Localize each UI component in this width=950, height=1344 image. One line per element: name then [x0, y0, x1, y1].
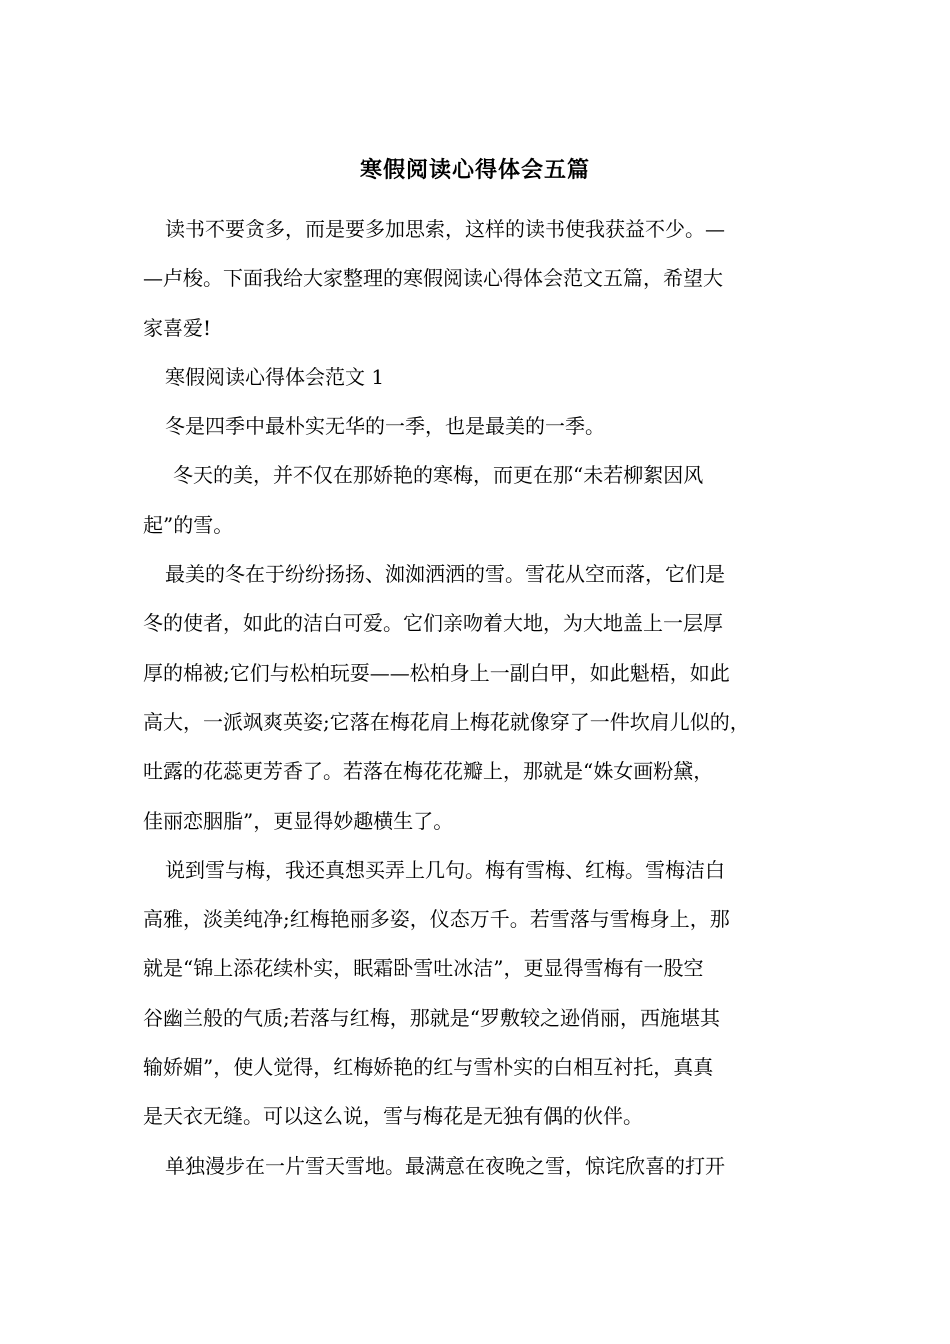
- paragraph-line: 高大，一派飒爽英姿;它落在梅花肩上梅花就像穿了一件坎肩儿似的，: [143, 709, 750, 734]
- paragraph-line: 起”的雪。: [143, 512, 234, 537]
- paragraph-line: 说到雪与梅，我还真想买弄上几句。梅有雪梅、红梅。雪梅洁白: [165, 857, 725, 882]
- paragraph-line: 单独漫步在一片雪天雪地。最满意在夜晚之雪，惊诧欣喜的打开: [165, 1153, 725, 1178]
- body-paragraph: [143, 402, 823, 451]
- document-title: 寒假阅读心得体会五篇: [359, 157, 590, 183]
- paragraph-line: 厚的棉被;它们与松柏玩耍——松柏身上一副白甲，如此魁梧，如此: [143, 660, 730, 685]
- body-paragraph: [143, 451, 823, 550]
- paragraph-line: 输娇媚”，使人觉得，红梅娇艳的红与雪朴实的白相互衬托，真真: [143, 1055, 714, 1080]
- paragraph-line: 佳丽恋胭脂”，更显得妙趣横生了。: [143, 808, 454, 833]
- paragraph-line: 就是“锦上添花续朴实，眠霜卧雪吐冰洁”，更显得雪梅有一股空: [143, 956, 704, 981]
- section-heading: [143, 353, 823, 402]
- paragraph-line: 冬是四季中最朴实无华的一季，也是最美的一季。: [165, 414, 605, 439]
- document-body: [143, 205, 823, 1191]
- body-paragraph: [143, 1142, 823, 1191]
- paragraph-line: 家喜爱!: [143, 315, 212, 340]
- paragraph-line: 吐露的花蕊更芳香了。若落在梅花花瓣上，那就是“姝女画粉黛，: [143, 759, 714, 784]
- body-paragraph: [143, 550, 823, 846]
- paragraph-line: 谷幽兰般的气质;若落与红梅，那就是“罗敷较之逊俏丽，西施堪其: [143, 1005, 720, 1030]
- paragraph-line: 高雅，淡美纯净;红梅艳丽多姿，仪态万千。若雪落与雪梅身上，那: [143, 907, 730, 932]
- paragraph-line: 是天衣无缝。可以这么说，雪与梅花是无独有偶的伙伴。: [143, 1104, 643, 1129]
- paragraph-line: 冬天的美，并不仅在那娇艳的寒梅，而更在那“未若柳絮因风: [173, 463, 704, 488]
- paragraph-line: 最美的冬在于纷纷扬扬、洳洳洒洒的雪。雪花从空而落，它们是: [165, 562, 725, 587]
- paragraph-line: —卢梭。下面我给大家整理的寒假阅读心得体会范文五篇，希望大: [143, 266, 723, 291]
- intro-paragraph: [143, 205, 823, 353]
- section-heading-text: 寒假阅读心得体会范文 1: [165, 364, 385, 389]
- paragraph-line: 冬的使者，如此的洁白可爱。它们亲吻着大地，为大地盖上一层厚: [143, 611, 723, 636]
- body-paragraph: [143, 846, 823, 1142]
- paragraph-line: 读书不要贪多，而是要多加思索，这样的读书使我获益不少。—: [165, 217, 725, 241]
